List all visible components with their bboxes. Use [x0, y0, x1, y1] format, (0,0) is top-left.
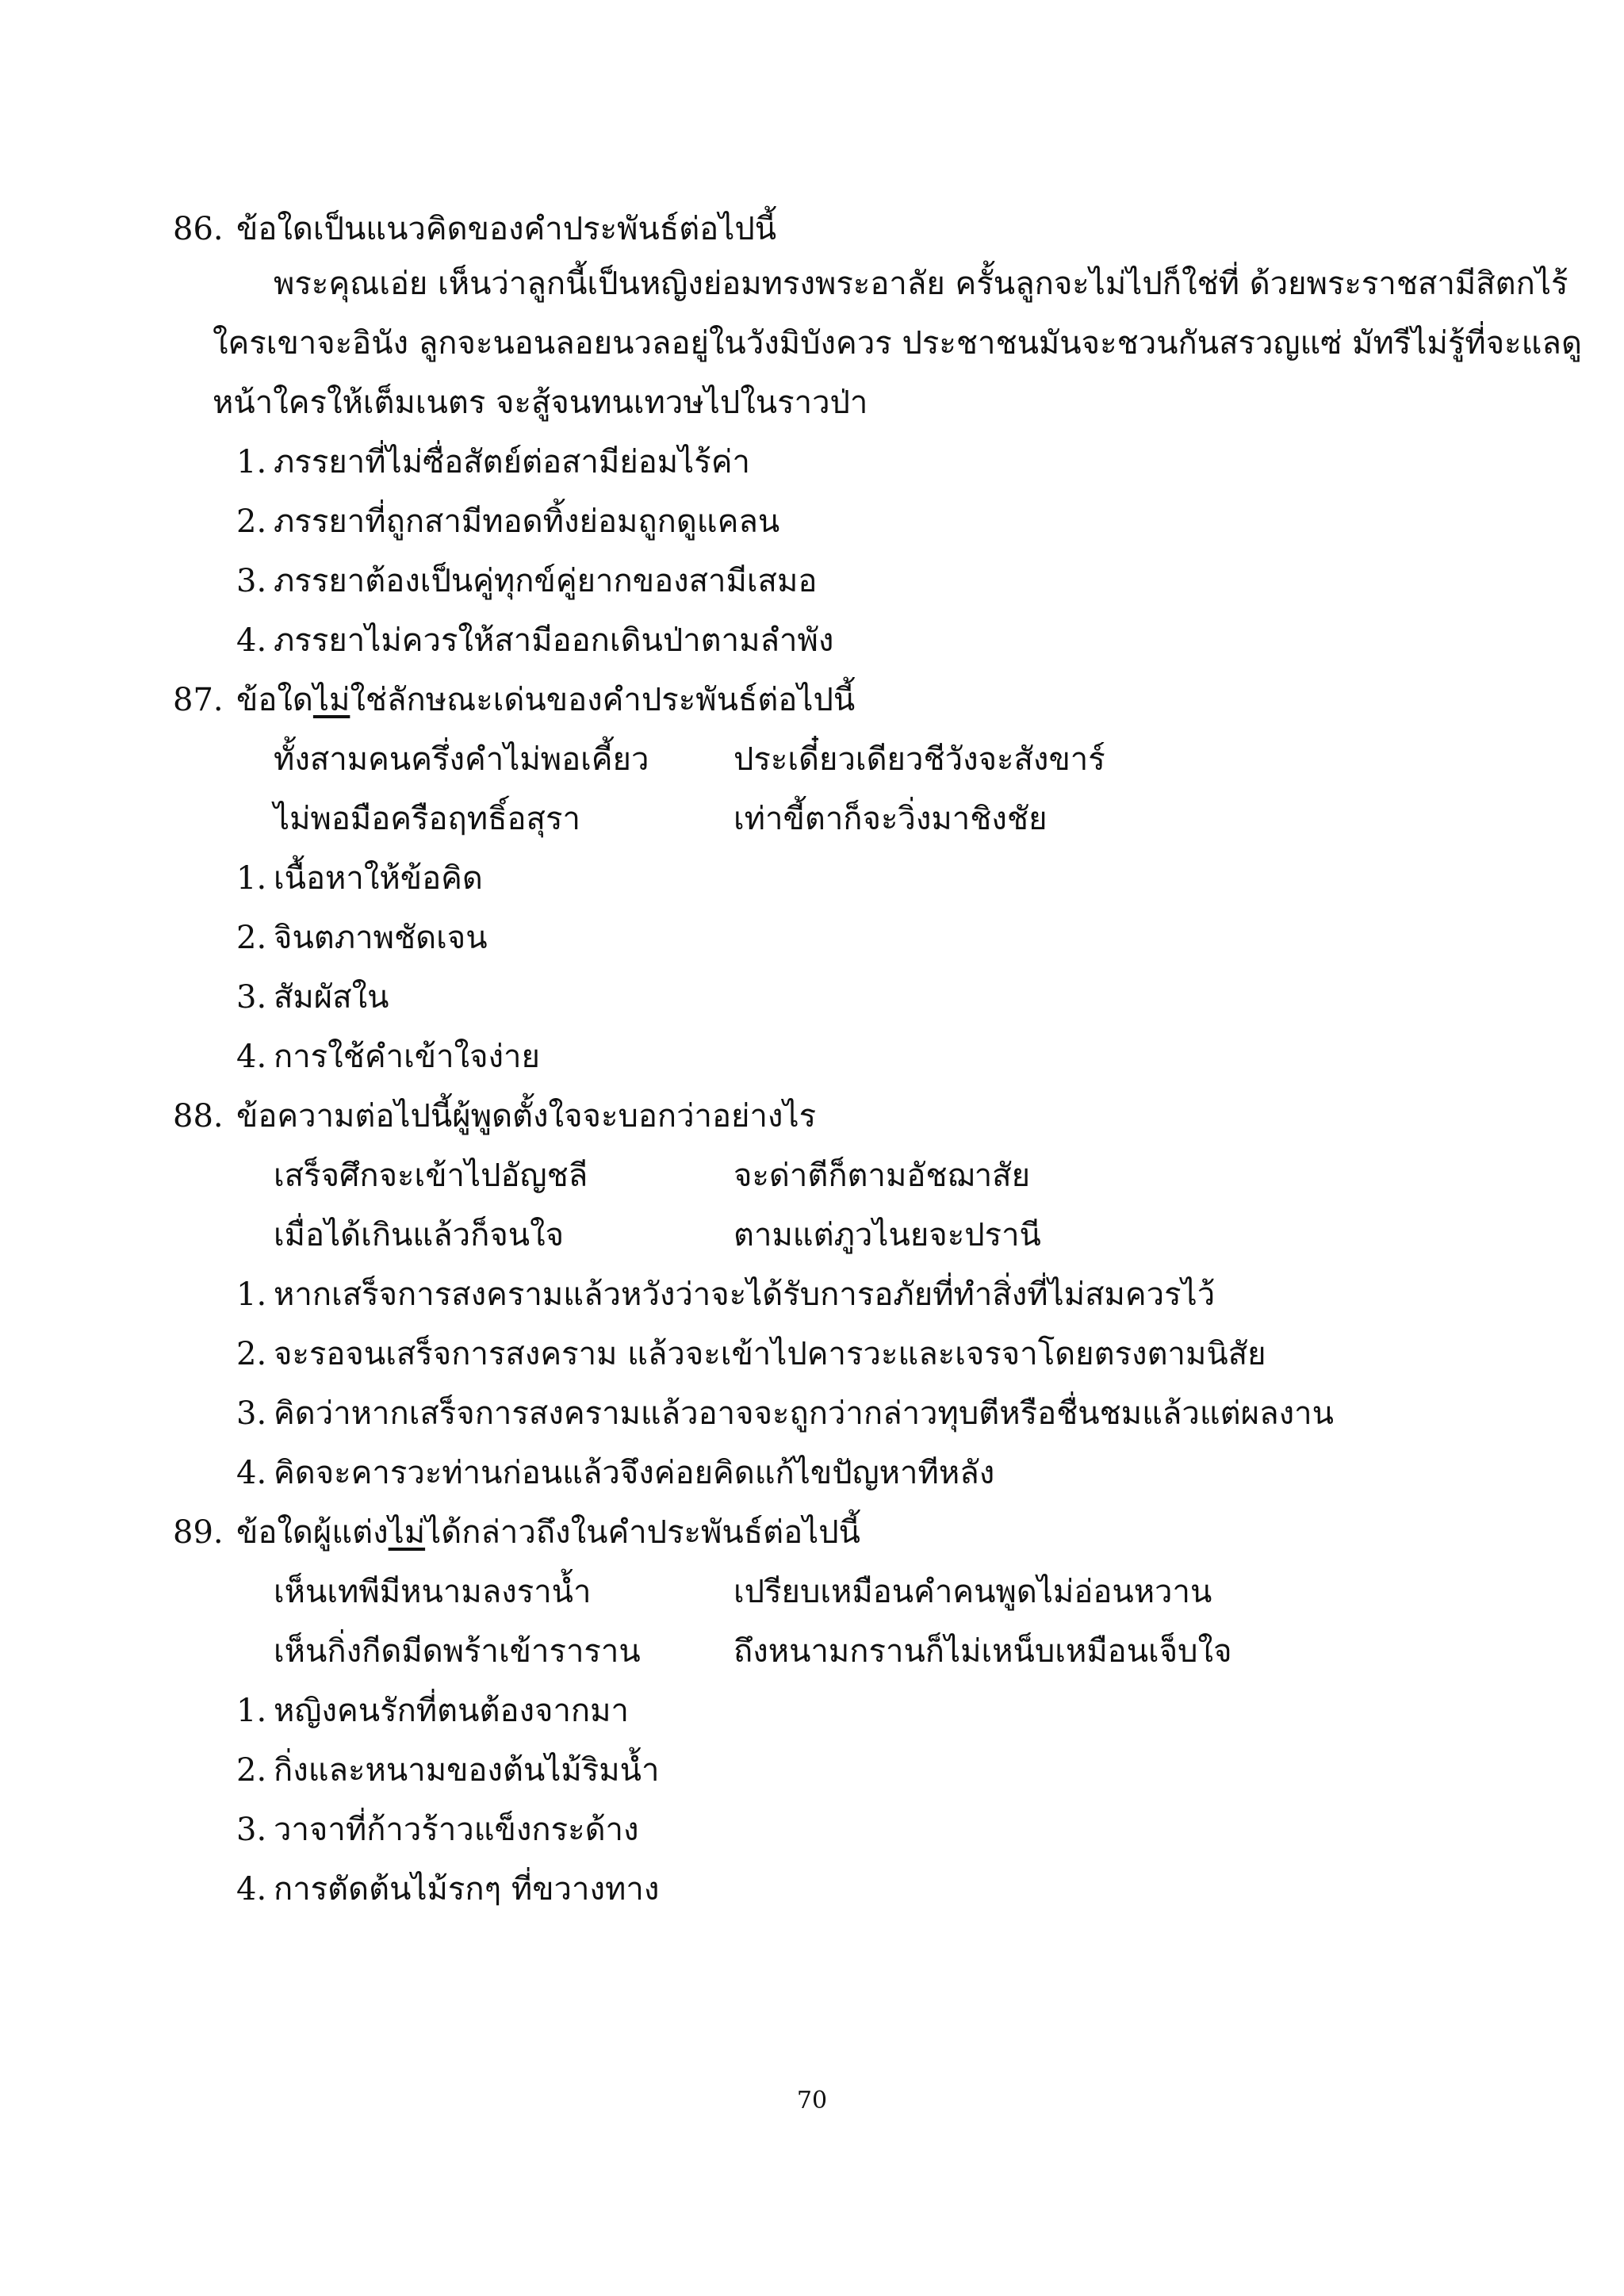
- question-89-verse-2-right: ถึงหนามกรานก็ไม่เหน็บเหมือนเจ็บใจ: [733, 1633, 1232, 1670]
- question-86-option-4-number: 4.: [236, 622, 267, 659]
- question-89-verse-1-left: เห็นเทพีมีหนามลงราน้ำ: [274, 1574, 592, 1610]
- question-87-verse-1-left: ทั้งสามคนครึ่งคำไม่พอเคี้ยว: [274, 741, 649, 778]
- question-88-number: 88.: [173, 1098, 224, 1135]
- question-87-verse-2-left: ไม่พอมือครือฤทธิ์อสุรา: [274, 801, 580, 837]
- question-88-prompt: ข้อความต่อไปนี้ผู้พูดตั้งใจจะบอกว่าอย่างไร: [236, 1098, 817, 1135]
- question-89-verse-2-left: เห็นกิ่งกีดมีดพร้าเข้าราราน: [274, 1633, 641, 1670]
- question-86-passage-line-1: พระคุณเอ่ย เห็นว่าลูกนี้เป็นหญิงย่อมทรงพระอาลัย ครั้นลูกจะไม่ไปก็ใช่ที่ ด้วยพระราชสามีสิตกไร้: [274, 266, 1568, 302]
- question-86-option-3-number: 3.: [236, 563, 267, 599]
- question-87-prompt: [236, 679, 855, 721]
- question-86-option-3-text: ภรรยาต้องเป็นคู่ทุกข์คู่ยากของสามีเสมอ: [274, 563, 818, 599]
- question-87-option-4-text: การใช้คำเข้าใจง่าย: [274, 1039, 540, 1075]
- question-86-option-1-text: ภรรยาที่ไม่ซื่อสัตย์ต่อสามีย่อมไร้ค่า: [274, 444, 750, 480]
- question-89-option-2-text: กิ่งและหนามของต้นไม้ริมน้ำ: [274, 1752, 660, 1789]
- question-86-option-2-number: 2.: [236, 503, 267, 540]
- question-87-option-3-text: สัมผัสใน: [274, 979, 389, 1016]
- question-89-option-4-number: 4.: [236, 1871, 267, 1908]
- question-88-verse-2-left: เมื่อได้เกินแล้วก็จนใจ: [274, 1217, 565, 1253]
- question-89-option-4-text: การตัดต้นไม้รกๆ ที่ขวางทาง: [274, 1871, 660, 1908]
- question-86-number: 86.: [173, 211, 224, 247]
- question-87-verse-1-right: ประเดี๋ยวเดียวชีวังจะสังขาร์: [733, 741, 1105, 778]
- question-89-prompt: [236, 1512, 860, 1553]
- question-88-option-3-text: คิดว่าหากเสร็จการสงครามแล้วอาจจะถูกว่ากล่าวทุบตีหรือชื่นชมแล้วแต่ผลงาน: [274, 1395, 1334, 1432]
- question-89-option-3-text: วาจาที่ก้าวร้าวแข็งกระด้าง: [274, 1812, 639, 1848]
- question-87-option-3-number: 3.: [236, 979, 267, 1016]
- question-88-option-4-text: คิดจะคารวะท่านก่อนแล้วจึงค่อยคิดแก้ไขปัญหาทีหลัง: [274, 1455, 995, 1491]
- question-87-option-1-number: 1.: [236, 860, 267, 897]
- question-88-option-2-text: จะรอจนเสร็จการสงคราม แล้วจะเข้าไปคารวะและเจรจาโดยตรงตามนิสัย: [274, 1336, 1266, 1372]
- question-87-number: 87.: [173, 682, 224, 718]
- question-86-option-4-text: ภรรยาไม่ควรให้สามีออกเดินป่าตามลำพัง: [274, 622, 834, 659]
- question-89-prompt-pre: ข้อใดผู้แต่ง: [236, 1514, 389, 1551]
- question-88-option-3-number: 3.: [236, 1395, 267, 1432]
- question-88-verse-1-left: เสร็จศึกจะเข้าไปอัญชลี: [274, 1158, 588, 1194]
- question-89-prompt-post: ได้กล่าวถึงในคำประพันธ์ต่อไปนี้: [425, 1514, 861, 1551]
- question-89-option-1-text: หญิงคนรักที่ตนต้องจากมา: [274, 1693, 629, 1729]
- question-89-verse-1-right: เปรียบเหมือนคำคนพูดไม่อ่อนหวาน: [733, 1574, 1212, 1610]
- question-88-verse-1-right: จะด่าตีก็ตามอัชฌาสัย: [733, 1158, 1031, 1194]
- question-88-option-4-number: 4.: [236, 1455, 267, 1491]
- question-88-option-2-number: 2.: [236, 1336, 267, 1372]
- question-89-option-3-number: 3.: [236, 1812, 267, 1848]
- question-86-option-1-number: 1.: [236, 444, 267, 480]
- question-88-option-1-text: หากเสร็จการสงครามแล้วหวังว่าจะได้รับการอภัยที่ทำสิ่งที่ไม่สมควรไว้: [274, 1276, 1216, 1313]
- question-86-passage-line-3: หน้าใครให้เต็มเนตร จะสู้จนทนเทวษไปในราวป่า: [213, 385, 868, 421]
- question-87-option-4-number: 4.: [236, 1039, 267, 1075]
- question-88-option-1-number: 1.: [236, 1276, 267, 1313]
- question-89-option-2-number: 2.: [236, 1752, 267, 1789]
- question-89-option-1-number: 1.: [236, 1693, 267, 1729]
- question-87-option-1-text: เนื้อหาให้ข้อคิด: [274, 860, 483, 897]
- question-88-verse-2-right: ตามแต่ภูวไนยจะปรานี: [733, 1217, 1041, 1253]
- question-87-prompt-underline: ไม่: [312, 682, 350, 718]
- question-89-number: 89.: [173, 1514, 224, 1551]
- question-87-verse-2-right: เท่าขี้ตาก็จะวิ่งมาชิงชัย: [733, 801, 1048, 837]
- question-87-prompt-pre: ข้อใด: [236, 682, 313, 718]
- question-89-prompt-underline: ไม่: [388, 1514, 426, 1551]
- question-87-prompt-post: ใช่ลักษณะเด่นของคำประพันธ์ต่อไปนี้: [350, 682, 856, 718]
- question-86-option-2-text: ภรรยาที่ถูกสามีทอดทิ้งย่อมถูกดูแคลน: [274, 503, 780, 540]
- question-86-prompt: ข้อใดเป็นแนวคิดของคำประพันธ์ต่อไปนี้: [236, 211, 777, 247]
- page-number: 70: [796, 2087, 828, 2114]
- question-87-option-2-text: จินตภาพชัดเจน: [274, 920, 488, 956]
- question-86-passage-line-2: ใครเขาจะอินัง ลูกจะนอนลอยนวลอยู่ในวังมิบังควร ประชาชนมันจะชวนกันสรวญแซ่ มัทรีไม่รู้ที่จะแลดู: [213, 325, 1582, 362]
- question-87-option-2-number: 2.: [236, 920, 267, 956]
